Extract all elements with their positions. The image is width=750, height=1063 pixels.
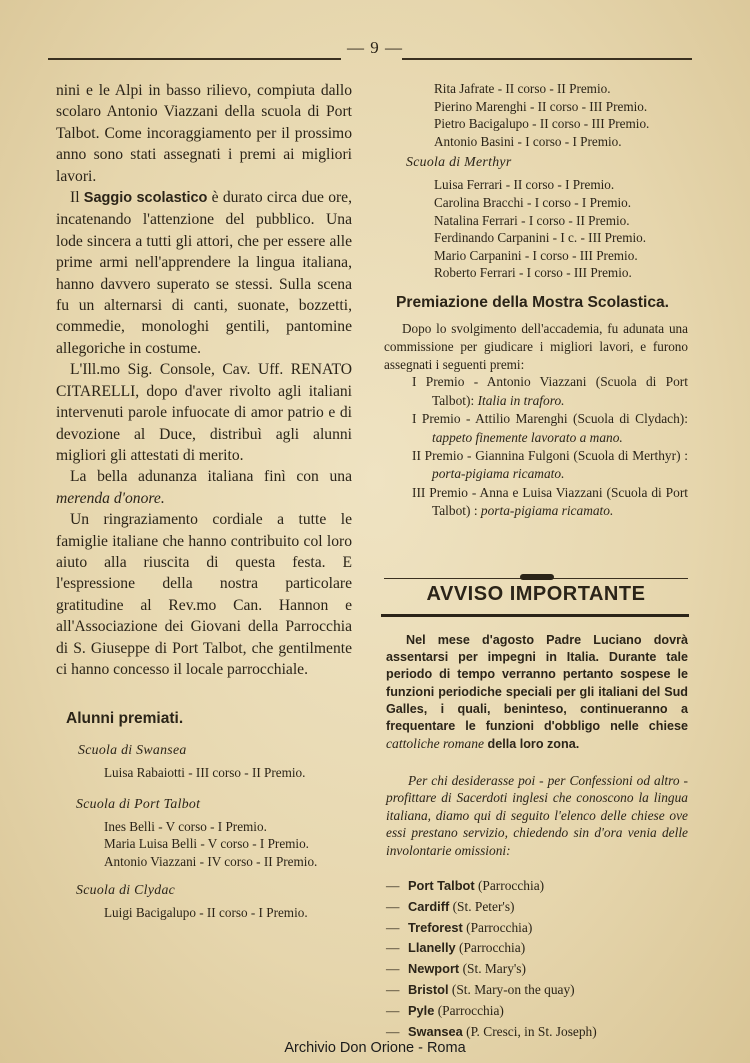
list-item: Carolina Bracchi - I corso - I Premio. <box>434 194 632 210</box>
alunni-premiati-title: Alunni premiati. <box>66 710 184 728</box>
prize-item: I Premio - Attilio Marenghi (Scuola di Clydach): tappeto finemente lavorato a mano. <box>412 411 688 445</box>
list-item: Pierino Marenghi - II corso - III Premio. <box>434 98 648 114</box>
list-item: — Llanelly (Parrocchia) <box>386 940 526 956</box>
premiazione-intro: Dopo lo svolgimento dell'accademia, fu adunata una commissione per giudicare i migliori lavori, e furono assegnati i seguenti premi: <box>384 320 688 372</box>
list-item: Ferdinando Carpanini - I c. - III Premio. <box>434 230 647 246</box>
prize-item: I Premio - Antonio Viazzani (Scuola di Port Talbot): Italia in traforo. <box>412 374 688 408</box>
list-item: Rita Jafrate - II corso - II Premio. <box>434 81 611 96</box>
list-item: Mario Carpanini - I corso - III Premio. <box>434 247 638 263</box>
list-item: Antonio Viazzani - IV corso - II Premio. <box>104 853 318 869</box>
paragraph-ringraziamento: Un ringraziamento cordiale a tutte le famiglie italiane che hanno contribuito col loro aiuto alla riuscita di questa festa. E l'espressione della nostra particolare gratitudine al Rev.mo Can. Hannon e all'Associazione dei Giovani della Parrocchia di S. Giuseppe di Port Talbot, che gentilmente ci hanno concesso il locale parrocchiale. <box>56 511 352 678</box>
school-port-talbot: Scuola di Port Talbot <box>76 795 201 811</box>
list-item: Maria Luisa Belli - V corso - I Premio. <box>104 836 309 852</box>
prize-item: III Premio - Anna e Luisa Viazzani (Scuola di Port Talbot) : porta-pigiama ricamato. <box>412 484 688 519</box>
list-item: — Cardiff (St. Peter's) <box>386 898 515 914</box>
list-item: Ines Belli - V corso - I Premio. <box>104 818 267 834</box>
school-merthyr: Scuola di Merthyr <box>406 154 512 170</box>
right-column <box>384 80 688 521</box>
church-list <box>386 876 688 1042</box>
archive-footer: Archivio Don Orione - Roma <box>284 1040 466 1056</box>
list-item: Natalina Ferrari - I corso - II Premio. <box>434 212 630 228</box>
prize-item: II Premio - Giannina Fulgoni (Scuola di Merthyr) : porta-pigiama ricamato. <box>412 447 688 482</box>
avviso-rule <box>381 614 689 617</box>
paragraph-intro: nini e le Alpi in basso rilievo, compiuta dallo scolaro Antonio Viazzani della scuola di Port Talbot. Come incoraggiamento per il prossimo anno sono stati assegnati i premi ai migliori lavori. <box>56 82 352 185</box>
list-item: Luisa Ferrari - II corso - I Premio. <box>434 177 615 193</box>
list-item: Luigi Bacigalupo - II corso - I Premio. <box>104 905 308 921</box>
list-item: — Pyle (Parrocchia) <box>386 1002 504 1018</box>
premiazione-title: Premiazione della Mostra Scolastica. <box>396 293 669 311</box>
list-item: — Bristol (St. Mary-on the quay) <box>386 981 575 997</box>
header-rule-right <box>402 58 692 60</box>
list-item: Roberto Ferrari - I corso - III Premio. <box>434 265 632 281</box>
list-item: — Port Talbot (Parrocchia) <box>386 878 545 893</box>
list-item: — Swansea (P. Cresci, in St. Joseph) <box>386 1023 597 1039</box>
page-number: — 9 — <box>347 38 403 57</box>
ornamental-divider <box>384 576 688 582</box>
saggio-heading: Saggio scolastico <box>83 190 208 207</box>
school-clydac: Scuola di Clydac <box>76 882 176 898</box>
paragraph-console: L'Ill.mo Sig. Console, Cav. Uff. RENATO CITARELLI, dopo d'aver rivolto agli italiani intervenuti parole infuocate di amor patrio e di devozione al Duce, distribuì agli alunni migliori gli attestati di merito. <box>56 361 352 464</box>
school-swansea: Scuola di Swansea <box>78 742 187 758</box>
left-column <box>56 80 352 922</box>
list-item: Pietro Bacigalupo - II corso - III Premio. <box>434 116 650 132</box>
avviso-italic-paragraph: Per chi desiderasse poi - per Confessioni od altro - profittare di Sacerdoti inglesi che conoscono la lingua italiana, diamo qui di seguito l'elenco delle chiese ove essi prestano servizio, chiedendo sin d'ora venia delle involontarie omissioni: <box>386 773 688 858</box>
list-item: Antonio Basini - I corso - I Premio. <box>434 133 622 149</box>
list-item: Luisa Rabaiotti - III corso - II Premio. <box>104 765 306 781</box>
paragraph-merenda: La bella adunanza italiana finì con una merenda d'onore. <box>56 468 352 507</box>
avviso-title: AVVISO IMPORTANTE <box>426 583 646 605</box>
header-rule-left <box>48 58 341 60</box>
paragraph-saggio: Il Saggio scolastico è durato circa due ore, incatenando l'attenzione del pubblico. Una lode sincera a tutti gli attori, che per essere alle prime armi nell'apprendere la lingua italiana, hanno davvero superato se stessi. Sulla scena fu un alternarsi di canti, suonate, bozzetti, commedie, monologhi gentili, pantomine allegoriche in costume. <box>56 189 353 357</box>
list-item: — Treforest (Parrocchia) <box>386 919 533 935</box>
avviso-body: Nel mese d'agosto Padre Luciano dovrà assentarsi per impegni in Italia. Durante tale periodo di tempo verranno pertanto sospese le funzioni periodiche speciali per gli italiani del Sud Galles, i quali, beninteso, continueranno a frequentare le funzioni d'obbligo nelle chiese cattoliche romane della loro zona. <box>386 633 688 752</box>
list-item: — Newport (St. Mary's) <box>386 961 526 977</box>
